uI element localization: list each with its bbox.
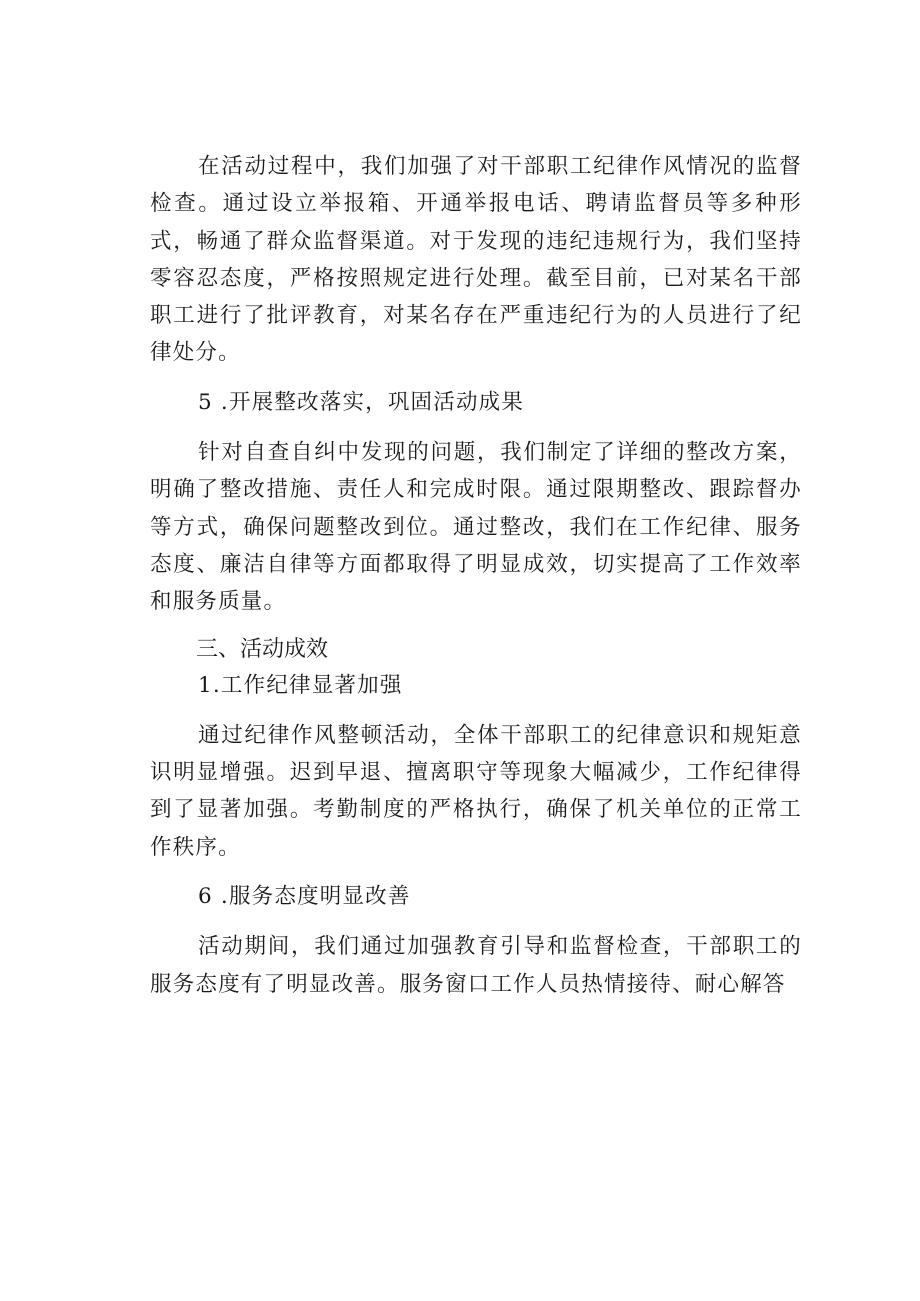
paragraph-discipline: 通过纪律作风整顿活动，全体干部职工的纪律意识和规矩意识明显增强。迟到早退、擅离职守等现象大幅减少，工作纪律得到了显著加强。考勤制度的严格执行，确保了机关单位的正常工作秩序。 [150,722,802,860]
paragraph-supervision: 在活动过程中，我们加强了对干部职工纪律作风情况的监督检查。通过设立举报箱、开通举报电话、聘请监督员等多种形式，畅通了群众监督渠道。对于发现的违纪违规行为，我们坚持零容忍态度，严格按照规定进行处理。截至目前，已对某名干部职工进行了批评教育，对某名存在严重违纪行为的人员进行了纪律处分。 [150,154,802,366]
subheading-discipline: 1.工作纪律显著加强 [198,672,403,698]
subheading-service: 6 .服务态度明显改善 [198,884,411,910]
paragraph-service: 活动期间，我们通过加强教育引导和监督检查，干部职工的服务态度有了明显改善。服务窗口工作人员热情接待、耐心解答 [150,934,802,997]
document-body [150,148,802,1003]
paragraph-rectification: 针对自查自纠中发现的问题，我们制定了详细的整改方案，明确了整改措施、责任人和完成时限。通过限期整改、跟踪督办等方式，确保问题整改到位。通过整改，我们在工作纪律、服务态度、廉洁自律等方面都取得了明显成效，切实提高了工作效率和服务质量。 [150,440,802,615]
subheading-rectification: 5 .开展整改落实，巩固活动成果 [198,389,525,415]
section-title-results: 三、活动成效 [196,636,329,662]
